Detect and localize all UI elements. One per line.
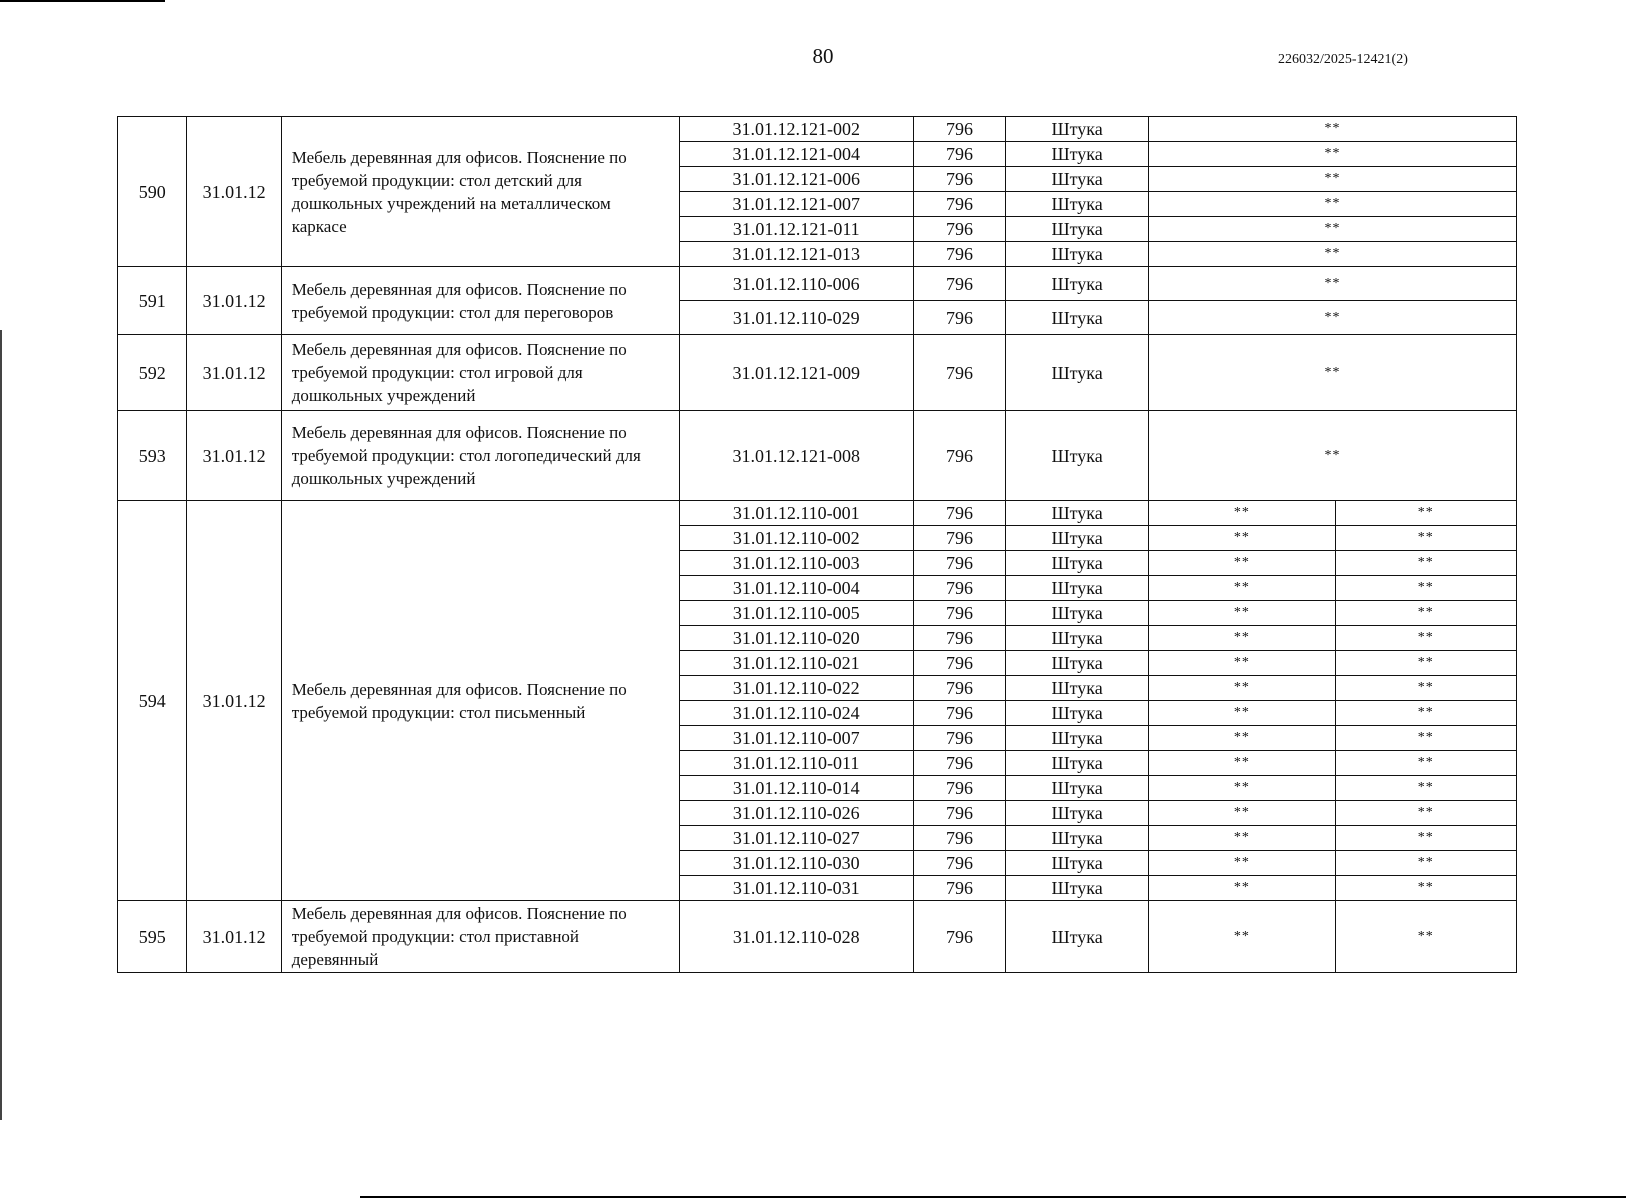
okei-code: 796: [913, 601, 1005, 626]
unit-name: Штука: [1006, 192, 1149, 217]
okei-code: 796: [913, 576, 1005, 601]
unit-name: Штука: [1006, 626, 1149, 651]
okei-code: 796: [913, 826, 1005, 851]
characteristic-value: **: [1149, 142, 1517, 167]
ktru-code: 31.01.12.110-014: [679, 776, 913, 801]
characteristic-value: **: [1149, 701, 1336, 726]
scan-edge-left: [0, 330, 2, 1120]
okei-code: 796: [913, 192, 1005, 217]
characteristic-value: **: [1149, 851, 1336, 876]
okei-code: 796: [913, 651, 1005, 676]
okei-code: 796: [913, 242, 1005, 267]
unit-name: Штука: [1006, 551, 1149, 576]
okei-code: 796: [913, 701, 1005, 726]
ktru-code: 31.01.12.121-002: [679, 117, 913, 142]
characteristic-value: **: [1149, 301, 1517, 335]
unit-name: Штука: [1006, 242, 1149, 267]
characteristic-value: **: [1149, 242, 1517, 267]
characteristic-value: **: [1149, 601, 1336, 626]
characteristic-value: **: [1335, 526, 1516, 551]
unit-name: Штука: [1006, 526, 1149, 551]
product-description: Мебель деревянная для офисов. Пояснение по требуемой продукции: стол логопедический для дошкольных учреждений: [281, 411, 679, 501]
okei-code: 796: [913, 411, 1005, 501]
ktru-code: 31.01.12.110-011: [679, 751, 913, 776]
ktru-code: 31.01.12.110-003: [679, 551, 913, 576]
characteristic-value: **: [1335, 601, 1516, 626]
okpd-code: 31.01.12: [187, 501, 281, 901]
okei-code: 796: [913, 167, 1005, 192]
okei-code: 796: [913, 801, 1005, 826]
characteristic-value: **: [1149, 651, 1336, 676]
product-table: [117, 116, 1517, 973]
ktru-code: 31.01.12.110-031: [679, 876, 913, 901]
product-description: Мебель деревянная для офисов. Пояснение по требуемой продукции: стол приставной деревянный: [281, 901, 679, 973]
unit-name: Штука: [1006, 301, 1149, 335]
ktru-code: 31.01.12.110-027: [679, 826, 913, 851]
ktru-code: 31.01.12.121-013: [679, 242, 913, 267]
characteristic-value: **: [1335, 576, 1516, 601]
page-number: 80: [812, 44, 834, 68]
ktru-code: 31.01.12.110-002: [679, 526, 913, 551]
unit-name: Штука: [1006, 267, 1149, 301]
unit-name: Штука: [1006, 217, 1149, 242]
table-row: [118, 411, 1517, 501]
table-row: [118, 335, 1517, 411]
okei-code: 796: [913, 335, 1005, 411]
characteristic-value: **: [1335, 501, 1516, 526]
product-description: Мебель деревянная для офисов. Пояснение по требуемой продукции: стол детский для дошкольных учреждений на металлическом каркасе: [281, 117, 679, 267]
unit-name: Штука: [1006, 167, 1149, 192]
characteristic-value: **: [1149, 576, 1336, 601]
unit-name: Штука: [1006, 411, 1149, 501]
row-number: 594: [118, 501, 187, 901]
okpd-code: 31.01.12: [187, 335, 281, 411]
unit-name: Штука: [1006, 676, 1149, 701]
okei-code: 796: [913, 901, 1005, 973]
ktru-code: 31.01.12.110-029: [679, 301, 913, 335]
characteristic-value: **: [1149, 876, 1336, 901]
characteristic-value: **: [1149, 501, 1336, 526]
okei-code: 796: [913, 676, 1005, 701]
row-number: 595: [118, 901, 187, 973]
scan-edge-bottom: [360, 1196, 1626, 1198]
ktru-code: 31.01.12.121-011: [679, 217, 913, 242]
okpd-code: 31.01.12: [187, 901, 281, 973]
okei-code: 796: [913, 776, 1005, 801]
characteristic-value: **: [1149, 117, 1517, 142]
characteristic-value: **: [1335, 826, 1516, 851]
unit-name: Штука: [1006, 901, 1149, 973]
ktru-code: 31.01.12.110-022: [679, 676, 913, 701]
okei-code: 796: [913, 501, 1005, 526]
ktru-code: 31.01.12.110-030: [679, 851, 913, 876]
characteristic-value: **: [1149, 411, 1517, 501]
okei-code: 796: [913, 851, 1005, 876]
ktru-code: 31.01.12.121-006: [679, 167, 913, 192]
ktru-code: 31.01.12.110-028: [679, 901, 913, 973]
characteristic-value: **: [1149, 801, 1336, 826]
okei-code: 796: [913, 751, 1005, 776]
characteristic-value: **: [1335, 726, 1516, 751]
ktru-code: 31.01.12.121-007: [679, 192, 913, 217]
ktru-code: 31.01.12.110-004: [679, 576, 913, 601]
ktru-code: 31.01.12.110-026: [679, 801, 913, 826]
characteristic-value: **: [1335, 751, 1516, 776]
okpd-code: 31.01.12: [187, 411, 281, 501]
okpd-code: 31.01.12: [187, 117, 281, 267]
ktru-code: 31.01.12.110-024: [679, 701, 913, 726]
unit-name: Штука: [1006, 851, 1149, 876]
unit-name: Штука: [1006, 601, 1149, 626]
okei-code: 796: [913, 267, 1005, 301]
scan-edge-top: [0, 0, 165, 2]
table-row: [118, 117, 1517, 142]
characteristic-value: **: [1149, 217, 1517, 242]
okei-code: 796: [913, 551, 1005, 576]
unit-name: Штука: [1006, 501, 1149, 526]
row-number: 591: [118, 267, 187, 335]
unit-name: Штука: [1006, 726, 1149, 751]
characteristic-value: **: [1335, 551, 1516, 576]
characteristic-value: **: [1149, 192, 1517, 217]
characteristic-value: **: [1335, 901, 1516, 973]
ktru-code: 31.01.12.110-006: [679, 267, 913, 301]
okei-code: 796: [913, 117, 1005, 142]
ktru-code: 31.01.12.110-020: [679, 626, 913, 651]
unit-name: Штука: [1006, 701, 1149, 726]
document-id: 226032/2025-12421(2): [1278, 52, 1408, 67]
ktru-code: 31.01.12.110-007: [679, 726, 913, 751]
characteristic-value: **: [1335, 626, 1516, 651]
unit-name: Штука: [1006, 751, 1149, 776]
okei-code: 796: [913, 301, 1005, 335]
ktru-code: 31.01.12.110-001: [679, 501, 913, 526]
characteristic-value: **: [1149, 676, 1336, 701]
product-description: Мебель деревянная для офисов. Пояснение по требуемой продукции: стол письменный: [281, 501, 679, 901]
okei-code: 796: [913, 526, 1005, 551]
characteristic-value: **: [1149, 551, 1336, 576]
unit-name: Штука: [1006, 576, 1149, 601]
table-row: [118, 901, 1517, 973]
product-description: Мебель деревянная для офисов. Пояснение по требуемой продукции: стол для переговоров: [281, 267, 679, 335]
characteristic-value: **: [1149, 167, 1517, 192]
characteristic-value: **: [1335, 776, 1516, 801]
characteristic-value: **: [1149, 267, 1517, 301]
okei-code: 796: [913, 217, 1005, 242]
ktru-code: 31.01.12.121-004: [679, 142, 913, 167]
characteristic-value: **: [1335, 651, 1516, 676]
table-row: [118, 501, 1517, 526]
ktru-code: 31.01.12.110-021: [679, 651, 913, 676]
row-number: 593: [118, 411, 187, 501]
characteristic-value: **: [1149, 776, 1336, 801]
characteristic-value: **: [1149, 726, 1336, 751]
ktru-code: 31.01.12.110-005: [679, 601, 913, 626]
unit-name: Штука: [1006, 117, 1149, 142]
characteristic-value: **: [1149, 826, 1336, 851]
okei-code: 796: [913, 726, 1005, 751]
characteristic-value: **: [1335, 676, 1516, 701]
table-body: [118, 117, 1517, 973]
table-row: [118, 267, 1517, 301]
unit-name: Штука: [1006, 876, 1149, 901]
characteristic-value: **: [1335, 851, 1516, 876]
ktru-code: 31.01.12.121-008: [679, 411, 913, 501]
unit-name: Штука: [1006, 335, 1149, 411]
characteristic-value: **: [1149, 626, 1336, 651]
characteristic-value: **: [1149, 751, 1336, 776]
row-number: 590: [118, 117, 187, 267]
characteristic-value: **: [1335, 876, 1516, 901]
unit-name: Штука: [1006, 826, 1149, 851]
characteristic-value: **: [1335, 701, 1516, 726]
unit-name: Штука: [1006, 142, 1149, 167]
unit-name: Штука: [1006, 801, 1149, 826]
product-description: Мебель деревянная для офисов. Пояснение по требуемой продукции: стол игровой для дошкольных учреждений: [281, 335, 679, 411]
characteristic-value: **: [1149, 901, 1336, 973]
okei-code: 796: [913, 876, 1005, 901]
unit-name: Штука: [1006, 776, 1149, 801]
okpd-code: 31.01.12: [187, 267, 281, 335]
unit-name: Штука: [1006, 651, 1149, 676]
okei-code: 796: [913, 142, 1005, 167]
characteristic-value: **: [1149, 526, 1336, 551]
characteristic-value: **: [1149, 335, 1517, 411]
ktru-code: 31.01.12.121-009: [679, 335, 913, 411]
okei-code: 796: [913, 626, 1005, 651]
row-number: 592: [118, 335, 187, 411]
characteristic-value: **: [1335, 801, 1516, 826]
